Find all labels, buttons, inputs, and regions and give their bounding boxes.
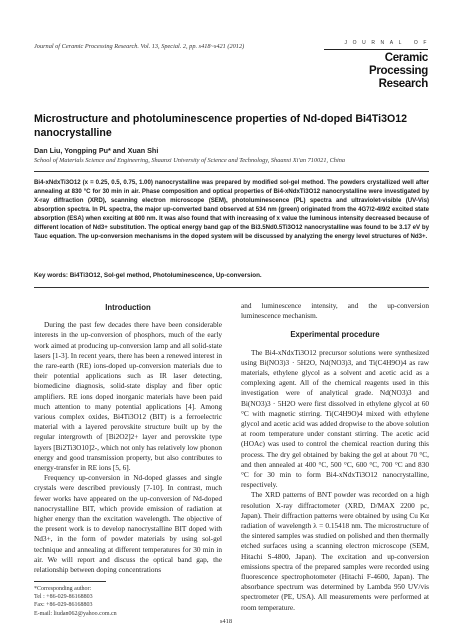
logo-journal-word: JOURNAL OF bbox=[344, 40, 432, 46]
footnote-fax: Fax: +86-029-86168803 bbox=[34, 602, 93, 609]
paper-title: Microstructure and photoluminescence properties of Nd-doped Bi4Ti3O12 nanocrystalline bbox=[34, 113, 408, 139]
section-heading-introduction: Introduction bbox=[105, 303, 151, 312]
abstract-bottom-rule bbox=[34, 287, 429, 288]
paper-affiliation: School of Materials Science and Engineering, Shaanxi University of Science and Technology, Shaanxi Xi'an 710021, China bbox=[34, 157, 346, 164]
paper-authors: Dan Liu, Yongping Pu* and Xuan Shi bbox=[34, 146, 159, 155]
experimental-paragraph-2: The XRD patterns of BNT powder was recorded on a high resolution X-ray diffractometer (XRD, D/MAX 2200 pc, Japan). Their diffraction patterns were obtained by using Cu Kα radiation of wavelength λ = 0.15418 nm. The microstructure of the sintered samples was studied on polished and then thermally etched surfaces using a scanning electron microscope (SEM, Hitachi S-4800, Japan). The excitation and up-conversion emissions spectra of the prepared samples were recorded using fluorescence spectrophotometer (Hitachi F-4600, Japan). The absorbance spectrum was determined by Lambda 950 UV/vis spectrometer (PE, USA). All measurements were performed at room temperature. bbox=[241, 490, 429, 612]
abstract: Bi4-xNdxTi3O12 (x = 0.25, 0.5, 0.75, 1.00) nanocrystalline was prepared by modified sol-gel method. The powders crystallized well after annealing at 830 °C for 30 min in air. Phase composition and optical properties of Bi4-xNdxTi3O12 nanocrystalline were investigated by X-ray diffraction (XRD), scanning electron microscope (SEM), photoluminescence (PL) spectra and ultraviolet-visible (UV-Vis) absorption spectra. In PL spectra, the major up-converted band observed at 534 nm (green) originated from the 4G7/2-4I9/2 excited state absorption (ESA) when exciting at 800 nm. It was also found that with increasing of x value the luminous intensity decreased because of different location of Nd3+ substitution. The optical energy band gap of the Bi3.5Nd0.5Ti3O12 nanocrystalline was found to be 3.17 eV by Tauc equation. The up-conversion mechanisms in the doped system will be discussed by analyzing the energy level structures of Nd3+. bbox=[34, 179, 429, 240]
footnote-email: E-mail: liudan062@yahoo.com.cn bbox=[34, 610, 117, 617]
corresponding-author-footnote bbox=[34, 581, 222, 618]
logo-divider bbox=[324, 49, 428, 50]
intro-paragraph-1: During the past few decades there have been considerable interests in the up-conversion of phosphors, much of the early work aimed at producing up-conversion lamp and all solid-state lasers [1-3]. In recent years, there has been a renewed interest in the rare-earth (RE) ions-doped up-conversion materials due to their potential applications such as IR laser detecting, biomedicine diagnosis, solid-state display and fiber optic amplifiers. RE ions doped inorganic materials have been paid much attention to many potential applications [4]. Among various complex oxides, Bi4Ti3O12 (BIT) is a ferroelectric material with a layered perovskite structure built up by the regular intergrowth of [Bi2O2]2+ layer and perovskite type layers [Bi2Ti3O10]2-, which not only has relatively low phonon energy and good transmission property, but also contributes to energy-transfer in RE ions [5, 6]. bbox=[34, 320, 223, 473]
intro-paragraph-2: Frequency up-conversion in Nd-doped glasses and single crystals were described previously [7-10]. In contrast, much fewer works have appeared on the up-conversion of Nd-doped nanocrystalline BIT, which provide emission of radiation at higher energy than the excitation wavelength. The objective of the present work is to develop nanocrystalline BIT doped with Nd3+, in the form of powder materials by using sol-gel technique and annealing at different temperatures for 30 min in air. We will report and discuss the optical band gap, the relationship between doping concentrations bbox=[34, 473, 222, 575]
journal-logo bbox=[324, 40, 432, 91]
right-column bbox=[241, 301, 429, 613]
footnote-tel: Tel : +86-029-86168803 bbox=[34, 594, 93, 601]
logo-line-2: Processing Research bbox=[369, 65, 428, 90]
section-heading-experimental: Experimental procedure bbox=[290, 330, 380, 340]
logo-line-1: Ceramic bbox=[384, 52, 428, 64]
journal-citation: Journal of Ceramic Processing Research. Vol. 13, Special. 2, pp. s418~s421 (2012) bbox=[34, 43, 245, 50]
abstract-top-rule bbox=[34, 171, 429, 172]
intro-paragraph-tail: and luminescence intensity, and the up-conversion luminescence mechanism. bbox=[241, 301, 429, 321]
left-column bbox=[34, 301, 222, 575]
footnote-label: *Corresponding author: bbox=[34, 586, 92, 592]
experimental-paragraph-1: The Bi4-xNdxTi3O12 precursor solutions were synthesized using Bi(NO3)3 · 5H2O, Nd(NO3)3, and Ti(C4H9O)4 as raw materials, ethylene glycol as a solvent and acetic acid as a complexing agent. All of the chemical reagents used in this investigation were of analytical grade. Nd(NO3)3 and Bi(NO3)3 · 5H2O were first dissolved in ethylene glycol at 60 °C with magnetic stirring. Ti(C4H9O)4 mixed with ethylene glycol and acetic acid was added dropwise to the above solution at room temperature under constant stirring. The acetic acid (HOAc) was used to control the chemical reaction during this process. The dry gel obtained by baking the gel at about 70 °C, and then annealed at 400 °C, 500 °C, 600 °C, 700 °C and 830 °C for 30 min to form Bi4-xNdxTi3O12 nanocrystalline, respectively. bbox=[241, 347, 429, 490]
page-number: s418 bbox=[219, 618, 233, 625]
footnote-rule bbox=[34, 581, 106, 582]
keywords: Key words: Bi4Ti3O12, Sol-gel method, Photoluminescence, Up-conversion. bbox=[34, 272, 262, 279]
